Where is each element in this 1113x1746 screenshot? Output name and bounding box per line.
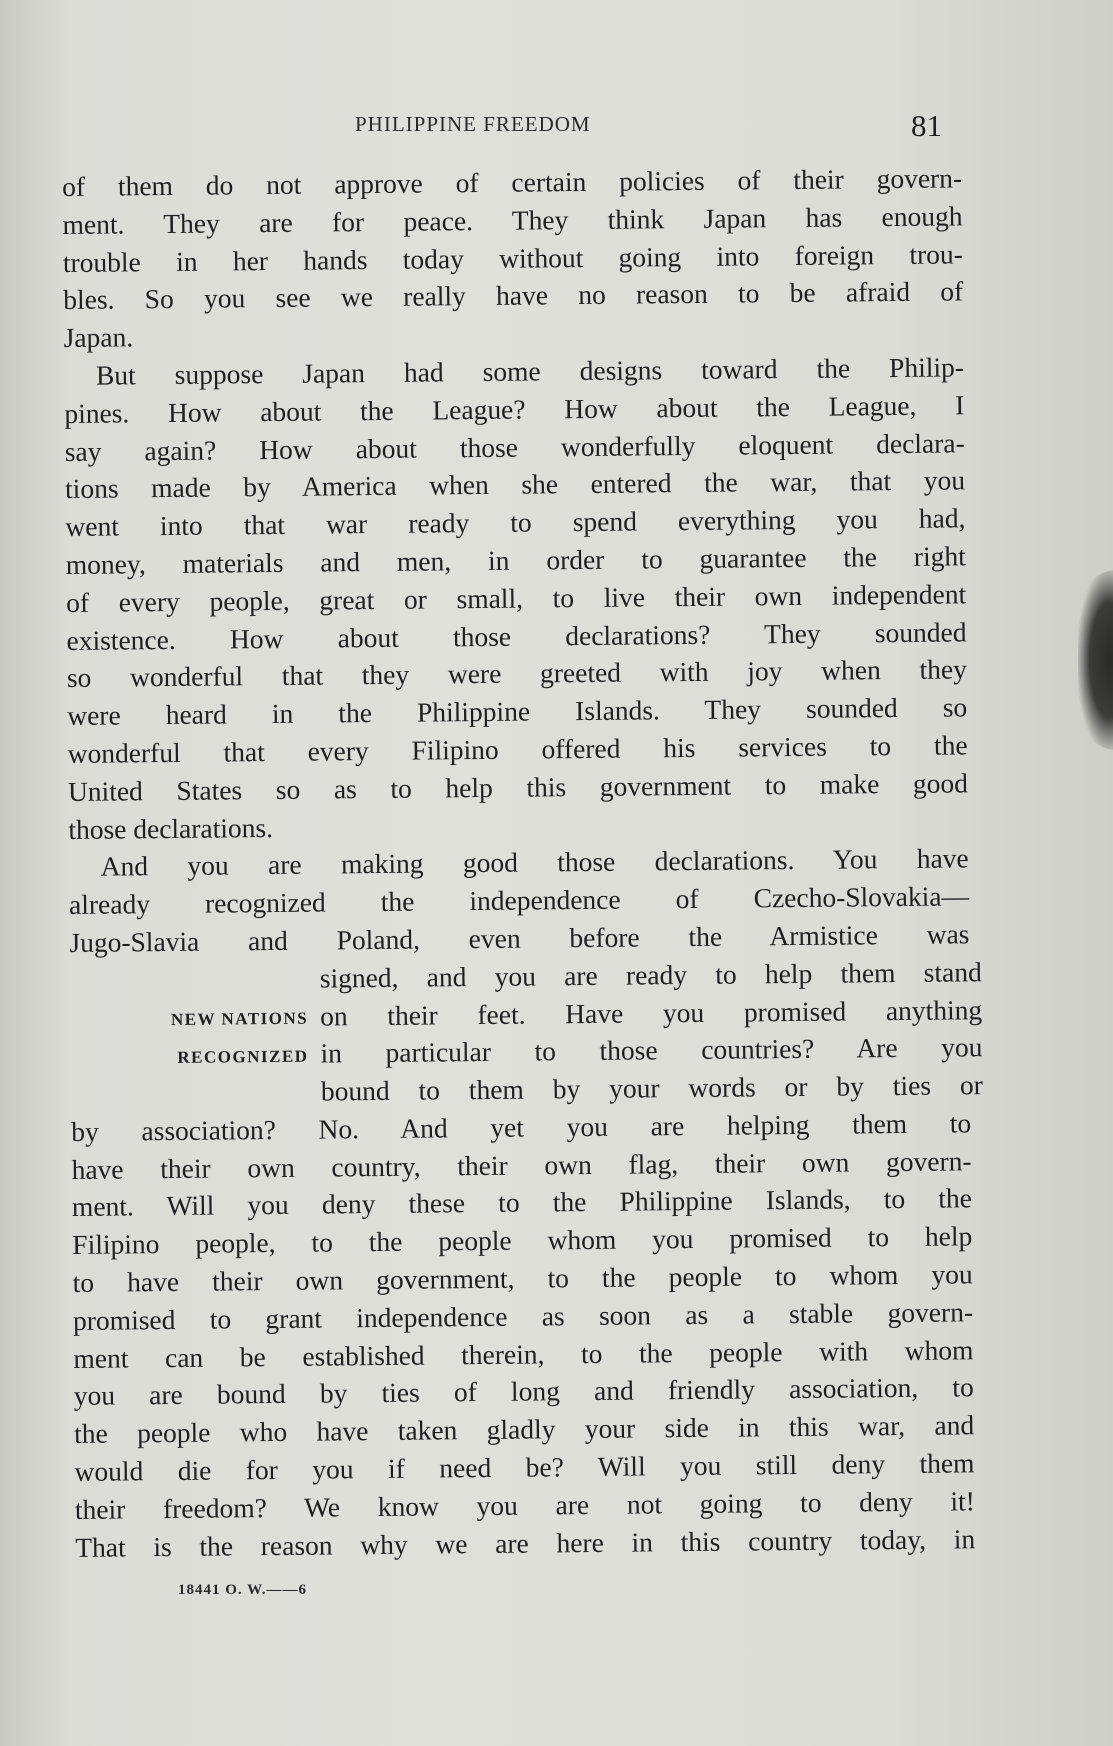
text-line: That is the reason why we are here in this country today, in: [75, 1522, 976, 1563]
text-line: And you are making good those declarations. You have: [100, 842, 969, 883]
text-line: Jugo-Slavia and Poland, even before the Armistice was: [69, 918, 970, 958]
text-line: wonderful that every Filipino offered his services to the: [67, 729, 968, 769]
margin-note-line: RECOGNIZED: [177, 1046, 309, 1067]
text-line: trouble in her hands today without going into foreign trou-: [62, 237, 964, 278]
text-line: ment. Will you deny these to the Philippine Islands, to the: [71, 1182, 973, 1223]
text-line: say again? How about those wonderfully eloquent declara-: [64, 426, 965, 467]
text-line: Japan.: [63, 321, 134, 354]
margin-note: [108, 999, 309, 1077]
text-line: in particular to those countries? Are you: [320, 1031, 983, 1069]
page-number: 81: [911, 108, 942, 143]
text-line: already recognized the independence of Czecho-Slovakia—: [68, 880, 970, 921]
text-line: pines. How about the League? How about the League, I: [64, 389, 965, 429]
text-line: would die for you if need be? Will you still deny them: [74, 1447, 975, 1487]
text-line: were heard in the Philippine Islands. They sounded so: [67, 691, 968, 732]
text-line: money, materials and men, in order to guarantee the right: [65, 540, 966, 580]
text-line: those declarations.: [68, 811, 274, 845]
text-line: of them do not approve of certain policies of their govern-: [62, 162, 963, 202]
text-line: the people who have taken gladly your side in this war, and: [74, 1409, 975, 1450]
text-line: have their own country, their own flag, their own govern-: [71, 1144, 972, 1185]
text-line: signed, and you are ready to help them stand: [319, 955, 982, 994]
running-head: PHILIPPINE FREEDOM: [355, 112, 591, 136]
text-line: went into that war ready to spend everything you had,: [65, 502, 966, 543]
text-line: you are bound by ties of long and friendly association, to: [73, 1371, 974, 1412]
margin-note-line: NEW NATIONS: [170, 1008, 309, 1029]
text-line: promised to grant independence as soon as a stable govern-: [72, 1296, 974, 1336]
side-note-block: [70, 953, 983, 1113]
text-line: bound to them by your words or by ties or: [320, 1069, 983, 1107]
indented-lines: [320, 953, 983, 1111]
text-line: their freedom? We know you are not going to deny it!: [74, 1485, 975, 1525]
text-line: tions made by America when she entered the war, that you: [64, 464, 966, 505]
text-line: on their feet. Have you promised anything: [319, 993, 983, 1032]
text-line: But suppose Japan had some designs toward the Philip-: [95, 351, 965, 391]
text-line: existence. How about those declarations? They sounded: [66, 615, 967, 656]
text-line: of every people, great or small, to live their own independent: [66, 578, 967, 618]
text-line: Filipino people, to the people whom you promised to help: [72, 1220, 973, 1261]
printer-signature: 18441 O. W.——6: [178, 1582, 308, 1598]
text-line: bles. So you see we really have no reason to be afraid of: [63, 275, 964, 316]
body-text: [62, 159, 983, 1566]
page-edge-shadow: [1078, 570, 1113, 750]
text-line: United States so as to help this government to make good: [67, 767, 969, 807]
text-line: ment. They are for peace. They think Japan has enough: [62, 200, 963, 240]
text-line: ment can be established therein, to the people with whom: [73, 1333, 974, 1374]
text-line: to have their own government, to the people to whom you: [72, 1258, 973, 1298]
text-line: by association? No. And yet you are helping them to: [71, 1107, 972, 1147]
text-line: so wonderful that they were greeted with joy when they: [66, 653, 968, 694]
